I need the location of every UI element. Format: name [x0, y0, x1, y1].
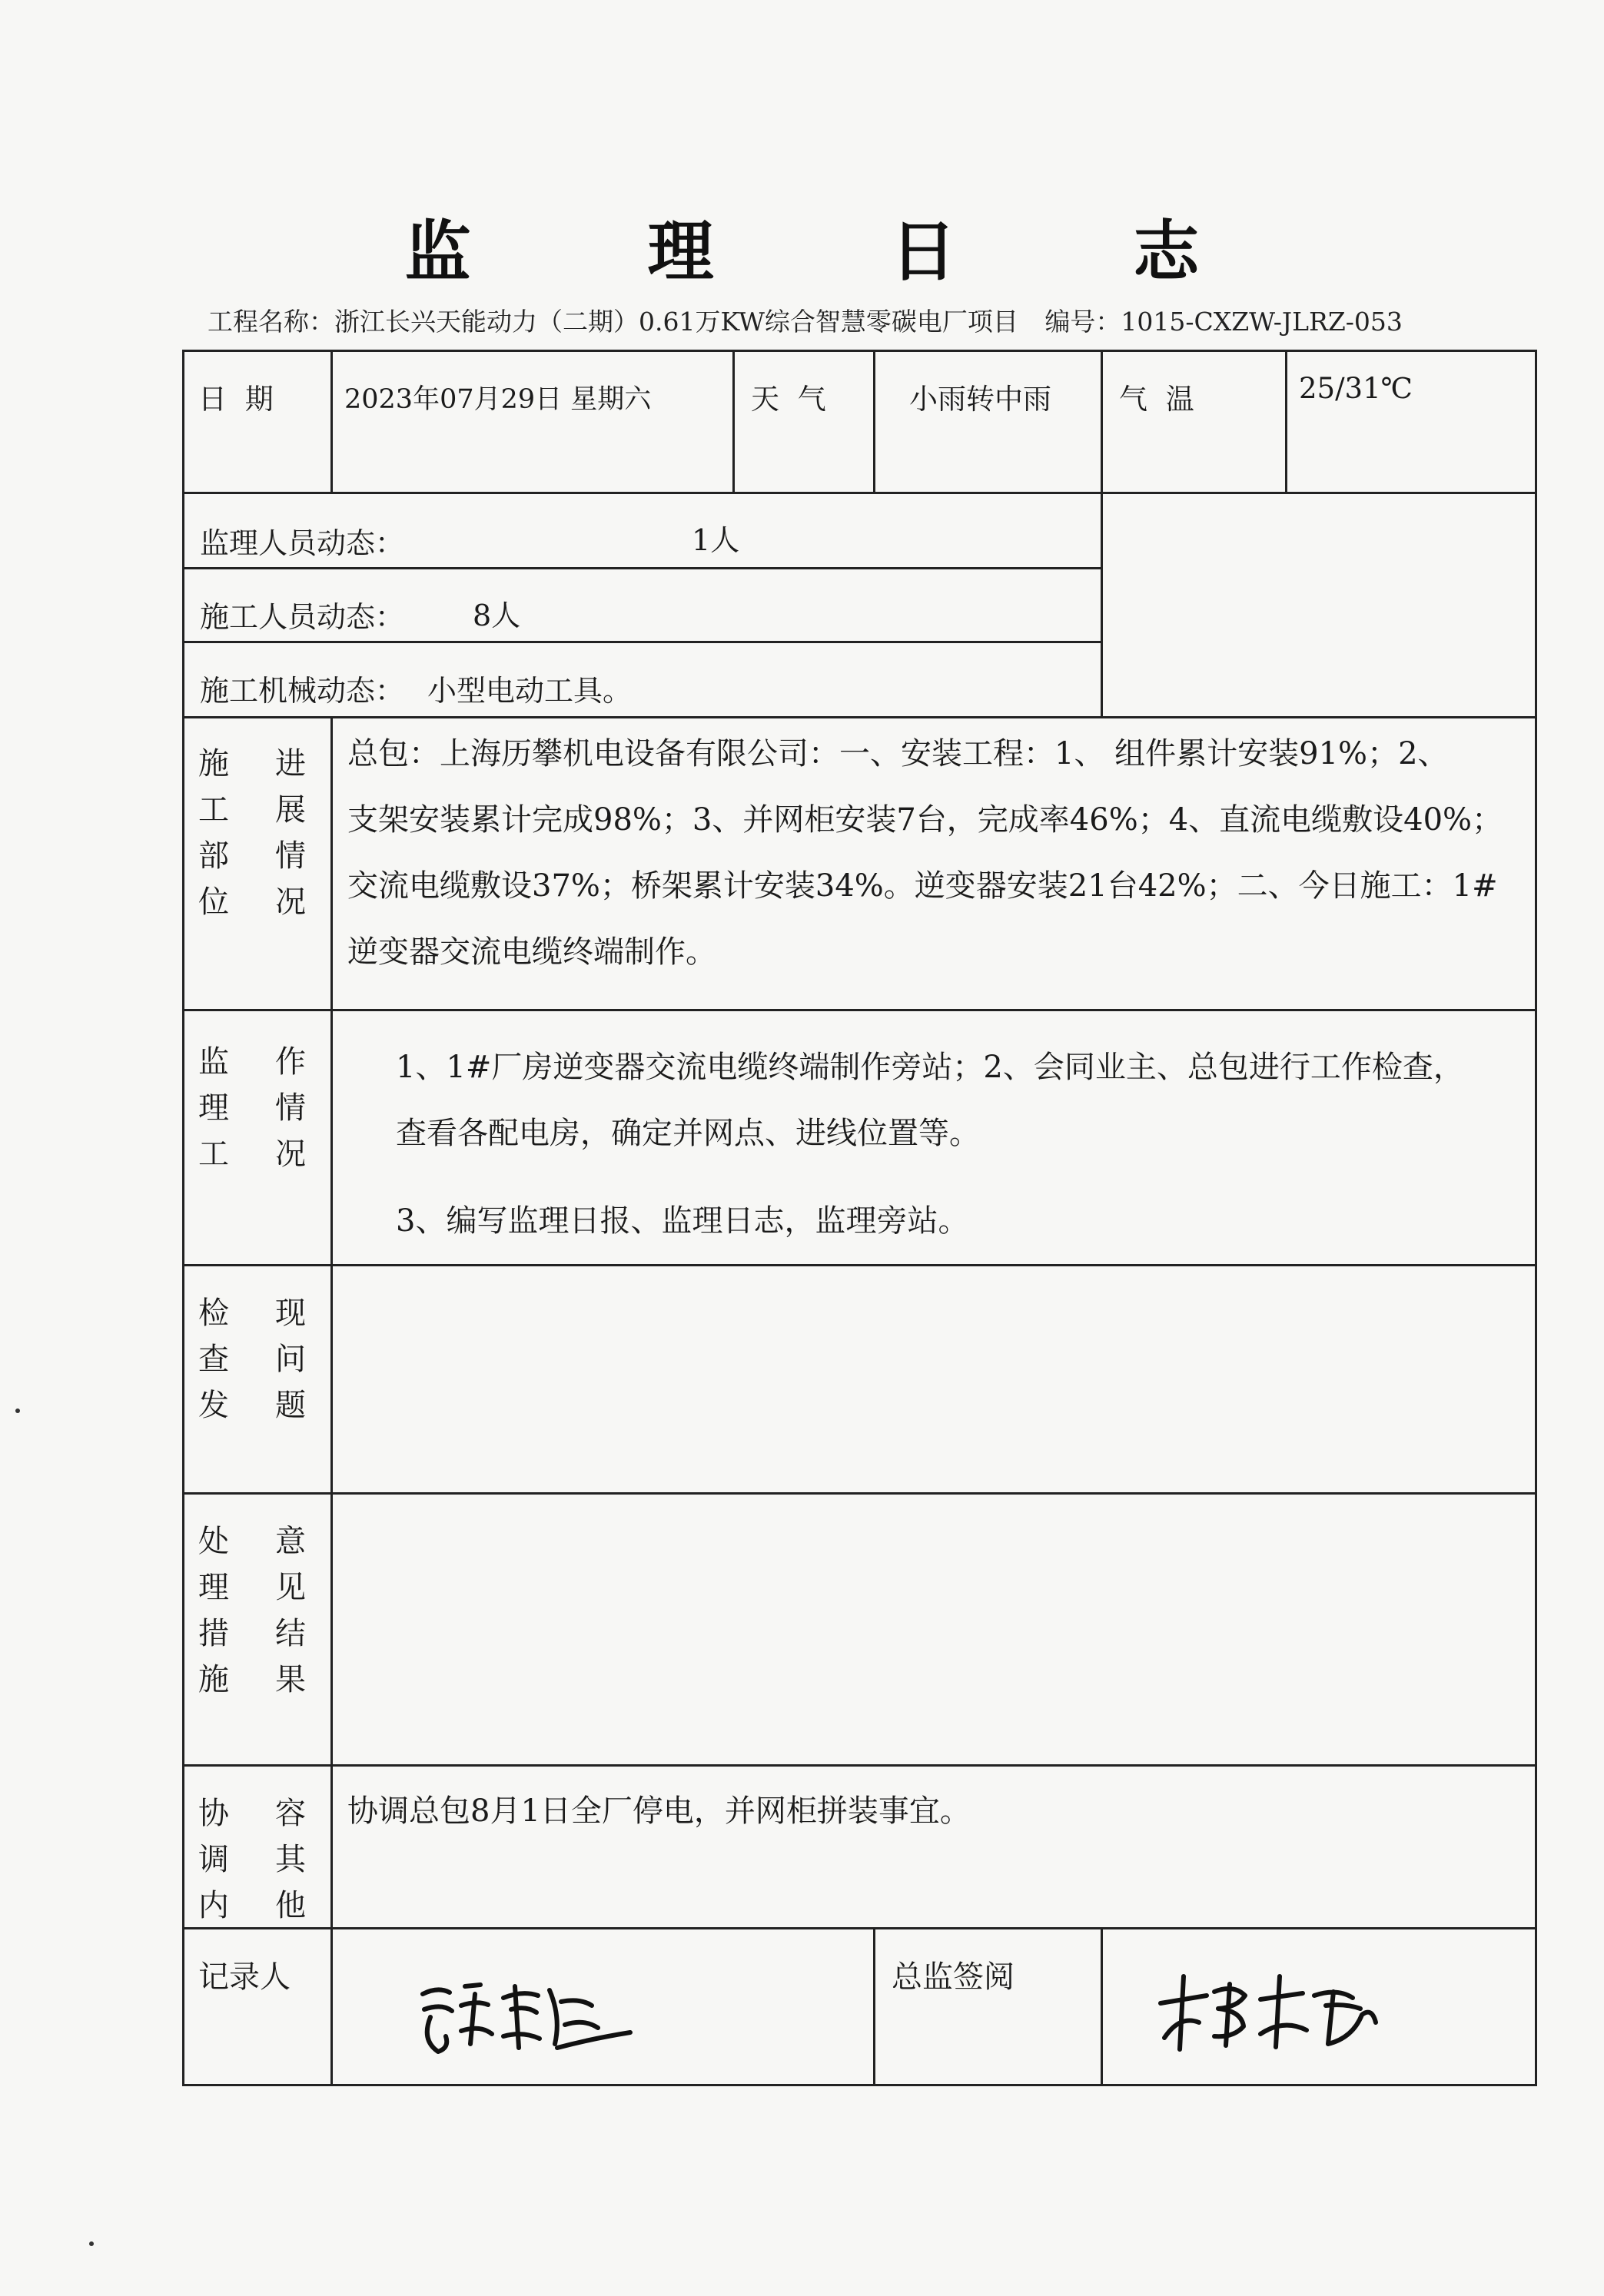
label-char: 协	[198, 1796, 229, 1831]
label-char: 果	[275, 1662, 306, 1697]
progress-section-label	[198, 744, 306, 922]
speck	[89, 2241, 94, 2246]
coordination-content: 协调总包8月1日全厂停电，并网柜拼装事宜。	[347, 1793, 971, 1829]
recorder-signature	[407, 1963, 638, 2063]
label-char: 作	[275, 1044, 306, 1080]
label-char: 现	[275, 1296, 306, 1331]
temp-value: 25/31℃	[1299, 372, 1413, 405]
row-divider	[182, 1264, 1537, 1266]
label-char: 发	[198, 1388, 229, 1423]
col-divider	[1101, 1927, 1103, 2086]
machinery-value: 小型电动工具。	[427, 674, 633, 708]
progress-line: 总包：上海历攀机电设备有限公司：一、安装工程：1、 组件累计安装91%；2、	[347, 736, 1449, 771]
col-divider	[732, 350, 735, 492]
col-divider	[330, 716, 333, 2086]
row-divider	[182, 1009, 1537, 1011]
page-title: 监 理 日 志	[404, 213, 1277, 290]
label-char: 施	[198, 746, 229, 781]
project-name: 浙江长兴天能动力（二期）0.61万KW综合智慧零碳电厂项目	[334, 307, 1018, 337]
supervision-line: 1、1#厂房逆变器交流电缆终端制作旁站；2、会同业主、总包进行工作检查，	[396, 1050, 1464, 1085]
speck	[15, 1408, 20, 1413]
code-label: 编号：	[1044, 307, 1121, 337]
label-char: 容	[275, 1796, 306, 1831]
label-char: 内	[198, 1888, 229, 1923]
col-divider	[1285, 350, 1287, 492]
inspection-section-label	[198, 1293, 306, 1425]
label-char: 处	[198, 1524, 229, 1559]
label-char: 进	[275, 746, 306, 781]
code-value: 1015-CXZW-JLRZ-053	[1121, 307, 1403, 337]
label-char: 况	[275, 1136, 306, 1172]
label-char: 调	[198, 1842, 229, 1877]
label-char: 监	[198, 1044, 229, 1080]
row-divider	[182, 567, 1102, 569]
label-char: 检	[198, 1296, 229, 1331]
label-char: 情	[275, 838, 306, 874]
supervision-line: 查看各配电房，确定并网点、进线位置等。	[396, 1116, 980, 1151]
supervision-section-label	[198, 1042, 306, 1174]
label-char: 施	[198, 1662, 229, 1697]
label-char: 工	[198, 792, 229, 828]
progress-content	[347, 721, 1523, 985]
label-char: 其	[275, 1842, 306, 1877]
col-divider	[330, 350, 333, 492]
row-divider	[182, 716, 1537, 718]
chief-review-label: 总监签阅	[892, 1959, 1015, 1995]
label-char: 况	[275, 884, 306, 920]
label-char: 见	[275, 1570, 306, 1605]
supervisor-staff-value: 1人	[692, 523, 740, 557]
date-value: 2023年07月29日 星期六	[344, 384, 652, 415]
date-label: 日 期	[198, 383, 278, 416]
label-char: 位	[198, 884, 229, 920]
label-char: 理	[198, 1570, 229, 1605]
project-line	[208, 302, 1514, 338]
project-name-label: 工程名称：	[208, 307, 334, 337]
recorder-label: 记录人	[198, 1959, 291, 1995]
col-divider	[873, 350, 875, 492]
progress-line: 逆变器交流电缆终端制作。	[347, 934, 716, 970]
row-divider	[182, 1764, 1537, 1767]
label-char: 措	[198, 1616, 229, 1651]
chief-signature	[1153, 1961, 1383, 2061]
worker-staff-label: 施工人员动态：	[200, 600, 405, 634]
handling-section-label	[198, 1521, 306, 1700]
label-char: 结	[275, 1616, 306, 1651]
label-char: 意	[275, 1524, 306, 1559]
label-char: 展	[275, 792, 306, 828]
progress-line: 交流电缆敷设37%；桥架累计安装34%。逆变器安装21台42%；二、今日施工：1#	[347, 868, 1498, 904]
supervision-line: 3、编写监理日报、监理日志，监理旁站。	[396, 1203, 969, 1239]
label-char: 工	[198, 1136, 229, 1172]
row-divider	[182, 492, 1537, 494]
temp-label: 气 温	[1119, 383, 1199, 416]
label-char: 情	[275, 1090, 306, 1126]
row-divider	[182, 1927, 1537, 1929]
supervisor-staff-label: 监理人员动态：	[200, 526, 405, 560]
row-divider	[182, 641, 1102, 643]
label-char: 理	[198, 1090, 229, 1126]
col-divider	[873, 1927, 875, 2086]
row-divider	[182, 1492, 1537, 1495]
supervision-content	[396, 1034, 1526, 1254]
worker-staff-value: 8人	[473, 599, 521, 632]
weather-value: 小雨转中雨	[909, 383, 1051, 416]
weather-label: 天 气	[751, 383, 831, 416]
progress-line: 支架安装累计完成98%；3、并网柜安装7台，完成率46%；4、直流电缆敷设40%；	[347, 802, 1503, 838]
machinery-label: 施工机械动态：	[200, 674, 405, 708]
label-char: 部	[198, 838, 229, 874]
label-char: 题	[275, 1388, 306, 1423]
col-divider	[1101, 350, 1103, 716]
coordination-section-label	[198, 1793, 306, 1926]
label-char: 问	[275, 1342, 306, 1377]
label-char: 他	[275, 1888, 306, 1923]
label-char: 查	[198, 1342, 229, 1377]
